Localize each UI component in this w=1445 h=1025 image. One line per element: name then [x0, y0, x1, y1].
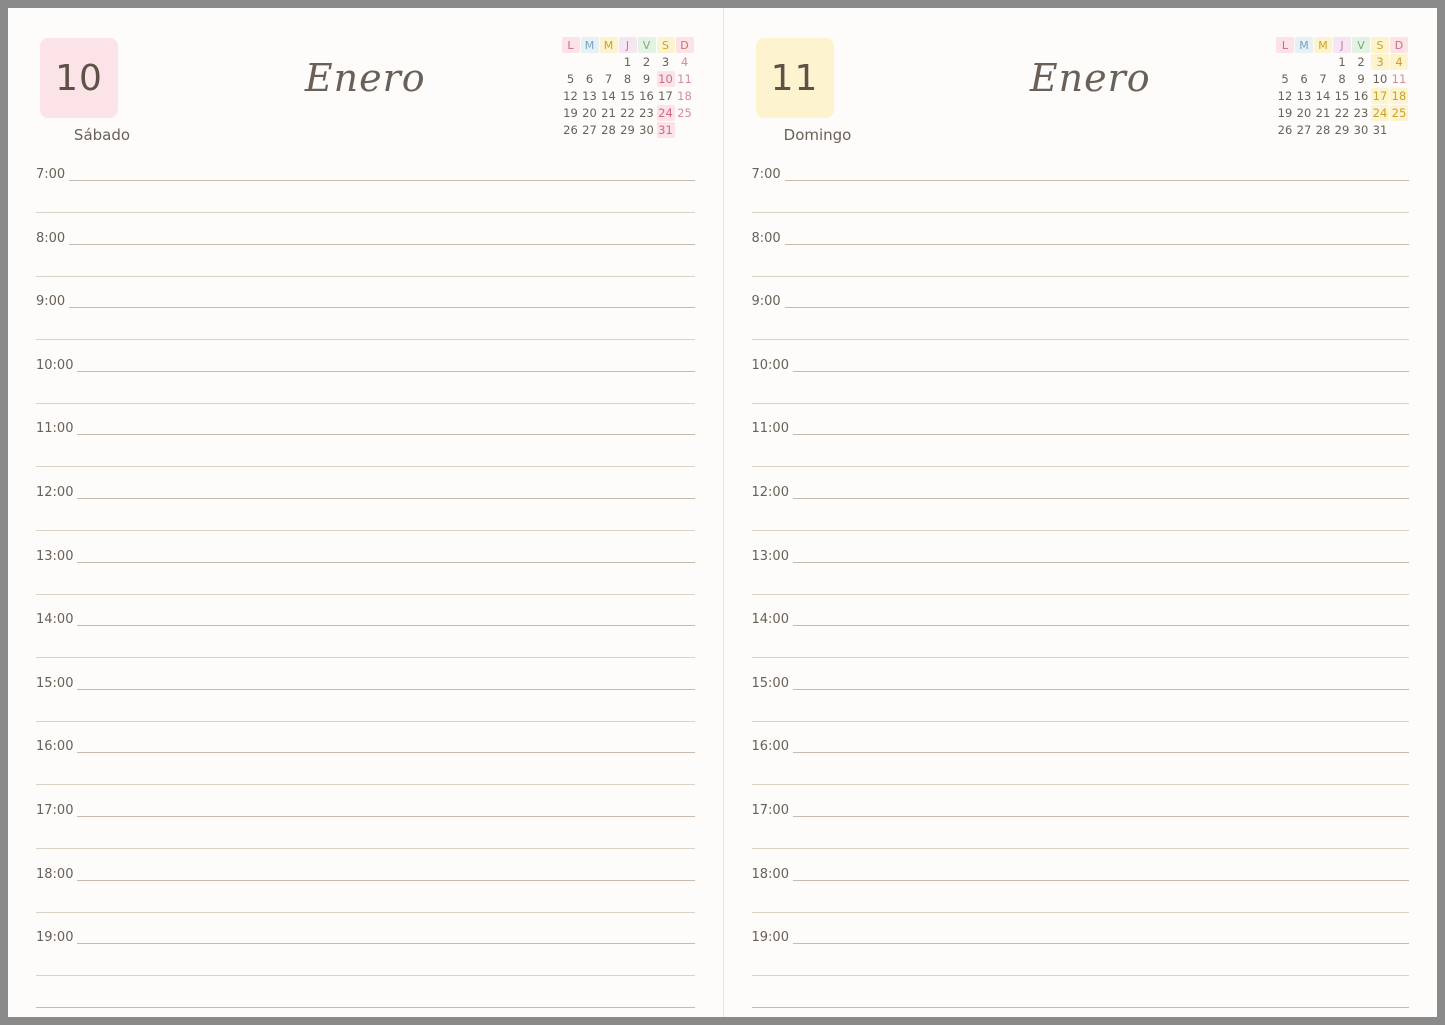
mini-calendar-day-cell[interactable]: 8	[1338, 72, 1346, 86]
hour-block[interactable]	[32, 612, 699, 683]
mini-calendar-day-cell[interactable]: 19	[563, 106, 578, 120]
mini-calendar-day-cell[interactable]: 14	[601, 89, 616, 103]
mini-calendar-day-cell[interactable]: 6	[585, 72, 594, 86]
hour-block[interactable]	[748, 484, 1414, 556]
hour-block[interactable]	[748, 230, 1414, 302]
mini-calendar-day-cell[interactable]: 4	[1390, 54, 1408, 70]
day-number-box-right	[756, 38, 834, 118]
half-hour-line	[36, 276, 695, 277]
hour-block[interactable]	[32, 930, 699, 1001]
hour-label: 14:00	[752, 612, 793, 627]
hour-line	[36, 943, 695, 944]
mini-calendar-day-cell[interactable]: 5	[1281, 72, 1289, 86]
mini-calendar-day-cell[interactable]: 4	[680, 55, 689, 69]
day-number-box-left	[40, 38, 118, 118]
hour-line	[752, 307, 1410, 308]
mini-calendar-day-cell[interactable]: 20	[1296, 106, 1312, 120]
mini-calendar-day-cell[interactable]: 24	[658, 106, 673, 120]
hour-block[interactable]	[32, 484, 699, 556]
hour-block[interactable]	[32, 739, 699, 810]
mini-calendar-day-cell[interactable]: 31	[1372, 123, 1388, 137]
weekday-header: V	[1352, 37, 1370, 53]
hour-label: 8:00	[36, 231, 69, 246]
mini-calendar-day-cell[interactable]: 13	[582, 89, 597, 103]
weekday-header: J	[1333, 37, 1351, 53]
mini-calendar-day-cell[interactable]: 22	[620, 106, 635, 120]
mini-calendar-day-cell[interactable]: 28	[601, 123, 616, 137]
mini-calendar-empty-cell	[1390, 122, 1408, 138]
mini-calendar-day-cell[interactable]: 16	[639, 89, 654, 103]
hour-block[interactable]	[32, 421, 699, 492]
mini-calendar-day-cell[interactable]: 27	[1296, 123, 1312, 137]
hour-label: 18:00	[36, 867, 77, 882]
mini-calendar-day-cell[interactable]: 17	[1372, 89, 1388, 103]
hour-line	[752, 625, 1410, 626]
hour-label: 8:00	[752, 231, 785, 246]
weekday-header: M	[1314, 37, 1332, 53]
mini-calendar-day-cell[interactable]: 10	[1372, 72, 1388, 86]
mini-calendar-day-cell[interactable]: 29	[620, 123, 635, 137]
mini-calendar-right	[1275, 36, 1409, 139]
mini-calendar-day-cell[interactable]: 23	[639, 106, 654, 120]
half-hour-line	[752, 975, 1410, 976]
mini-calendar-day-cell[interactable]: 12	[1277, 89, 1293, 103]
half-hour-line	[36, 403, 695, 404]
hour-block[interactable]	[32, 675, 699, 747]
mini-calendar-day-cell[interactable]: 20	[582, 106, 597, 120]
half-hour-line	[36, 339, 695, 340]
weekday-header: M	[1295, 37, 1313, 53]
half-hour-line	[36, 721, 695, 722]
mini-calendar-header-row	[562, 37, 694, 53]
hour-line	[36, 880, 695, 881]
hour-block[interactable]	[748, 866, 1414, 938]
hour-label: 11:00	[36, 421, 77, 436]
mini-calendar-day-cell[interactable]: 29	[1334, 123, 1350, 137]
hour-label: 18:00	[752, 867, 793, 882]
half-hour-line	[36, 975, 695, 976]
schedule-end-line	[32, 1001, 699, 1011]
mini-calendar-day-cell[interactable]: 9	[642, 72, 651, 86]
mini-calendar-week-row	[562, 122, 694, 138]
hour-label: 15:00	[752, 676, 793, 691]
hour-label: 17:00	[752, 803, 793, 818]
hour-block[interactable]	[748, 675, 1414, 747]
half-hour-line	[36, 594, 695, 595]
hour-block[interactable]	[32, 802, 699, 874]
half-hour-line	[752, 276, 1410, 277]
hour-block[interactable]	[748, 612, 1414, 683]
mini-calendar-week-row	[1276, 54, 1408, 70]
mini-calendar-week-row	[1276, 122, 1408, 138]
mini-calendar-day-cell[interactable]: 15	[1334, 89, 1350, 103]
hour-line	[752, 1007, 1410, 1008]
weekday-header: M	[600, 37, 618, 53]
hour-line	[752, 562, 1410, 563]
mini-calendar-day-cell[interactable]: 18	[1391, 89, 1407, 103]
half-hour-line	[36, 912, 695, 913]
mini-calendar-day-cell[interactable]: 25	[677, 106, 692, 120]
weekday-header: D	[676, 37, 694, 53]
mini-calendar-empty-cell	[1295, 54, 1313, 70]
mini-calendar-week-row	[1276, 71, 1408, 87]
hour-label: 12:00	[36, 485, 77, 500]
hour-line	[36, 371, 695, 372]
hour-block[interactable]	[748, 294, 1414, 365]
half-hour-line	[36, 657, 695, 658]
hour-block[interactable]	[748, 167, 1414, 238]
mini-calendar-day-cell[interactable]: 2	[642, 55, 651, 69]
hour-block[interactable]	[32, 294, 699, 365]
weekday-header: L	[562, 37, 580, 53]
mini-calendar-day-cell[interactable]: 3	[1371, 54, 1389, 70]
mini-calendar-day-cell[interactable]: 16	[1353, 89, 1369, 103]
half-hour-line	[36, 212, 695, 213]
mini-calendar-day-cell[interactable]: 10	[658, 72, 673, 86]
hour-block[interactable]	[748, 739, 1414, 810]
planner-page-left	[8, 8, 723, 1017]
mini-calendar-day-cell[interactable]: 21	[601, 106, 616, 120]
hour-line	[752, 689, 1410, 690]
day-name-left: Sábado	[73, 126, 131, 144]
mini-calendar-day-cell[interactable]: 25	[1391, 106, 1407, 120]
schedule-right	[748, 167, 1414, 1011]
weekday-header: S	[657, 37, 675, 53]
half-hour-line	[36, 848, 695, 849]
hour-line	[752, 244, 1410, 245]
weekday-header: L	[1276, 37, 1294, 53]
mini-calendar-week-row	[562, 105, 694, 121]
hour-line	[752, 816, 1410, 817]
hour-line	[36, 625, 695, 626]
hour-label: 7:00	[752, 167, 785, 182]
hour-label: 17:00	[36, 803, 77, 818]
mini-calendar-week-row	[1276, 88, 1408, 104]
hour-block[interactable]	[32, 230, 699, 302]
hour-line	[36, 1007, 695, 1008]
hour-block[interactable]	[32, 548, 699, 620]
weekday-header: D	[1390, 37, 1408, 53]
mini-calendar-day-cell[interactable]: 26	[1277, 123, 1293, 137]
planner-page-right	[723, 8, 1438, 1017]
hour-block[interactable]	[32, 866, 699, 938]
hour-label: 13:00	[36, 549, 77, 564]
hour-label: 11:00	[752, 421, 793, 436]
mini-calendar-day-cell[interactable]: 13	[1296, 89, 1312, 103]
mini-calendar-day-cell[interactable]: 30	[639, 123, 654, 137]
hour-block[interactable]	[748, 802, 1414, 874]
hour-line	[36, 307, 695, 308]
half-hour-line	[36, 530, 695, 531]
hour-label: 7:00	[36, 167, 69, 182]
half-hour-line	[752, 784, 1410, 785]
half-hour-line	[752, 594, 1410, 595]
hour-line	[36, 816, 695, 817]
hour-block[interactable]	[32, 167, 699, 238]
mini-calendar-day-cell[interactable]: 7	[1319, 72, 1327, 86]
mini-calendar-day-cell[interactable]: 9	[1357, 72, 1365, 86]
mini-calendar-day-cell[interactable]: 31	[658, 123, 673, 137]
weekday-header: V	[638, 37, 656, 53]
mini-calendar-day-cell[interactable]: 19	[1277, 106, 1293, 120]
mini-calendar-day-cell[interactable]: 2	[1357, 55, 1365, 69]
hour-label: 15:00	[36, 676, 77, 691]
page-header-right	[748, 8, 1414, 160]
half-hour-line	[752, 339, 1410, 340]
hour-label: 14:00	[36, 612, 77, 627]
hour-line	[752, 498, 1410, 499]
mini-calendar-day-cell[interactable]: 5	[566, 72, 575, 86]
mini-calendar-week-row	[562, 54, 694, 70]
half-hour-line	[752, 657, 1410, 658]
half-hour-line	[36, 466, 695, 467]
half-hour-line	[752, 212, 1410, 213]
month-title-left: Enero	[304, 56, 426, 100]
half-hour-line	[752, 912, 1410, 913]
day-number-left: 10	[55, 57, 103, 99]
mini-calendar-body-right	[1276, 54, 1408, 138]
hour-label: 10:00	[752, 358, 793, 373]
hour-line	[36, 180, 695, 181]
mini-calendar-day-cell[interactable]: 15	[620, 89, 635, 103]
day-name-right: Domingo	[783, 126, 852, 144]
hour-label: 9:00	[752, 294, 785, 309]
mini-calendar-empty-cell	[581, 54, 599, 70]
weekday-header: M	[581, 37, 599, 53]
day-number-right: 11	[770, 57, 819, 99]
hour-label: 19:00	[752, 930, 793, 945]
hour-line	[36, 752, 695, 753]
mini-calendar-empty-cell	[1276, 54, 1294, 70]
half-hour-line	[752, 530, 1410, 531]
hour-label: 16:00	[752, 739, 793, 754]
schedule-end-line	[748, 1001, 1414, 1011]
schedule-left	[32, 167, 699, 1011]
mini-calendar-week-row	[562, 88, 694, 104]
mini-calendar-day-cell[interactable]: 1	[623, 55, 632, 69]
mini-calendar-day-cell[interactable]: 18	[677, 89, 692, 103]
mini-calendar-day-cell[interactable]: 23	[1353, 106, 1369, 120]
hour-label: 9:00	[36, 294, 69, 309]
mini-calendar-day-cell[interactable]: 30	[1353, 123, 1369, 137]
mini-calendar-header-row	[1276, 37, 1408, 53]
hour-line	[752, 180, 1410, 181]
hour-block[interactable]	[748, 357, 1414, 429]
mini-calendar-day-cell[interactable]: 7	[604, 72, 613, 86]
half-hour-line	[752, 721, 1410, 722]
hour-line	[752, 943, 1410, 944]
half-hour-line	[752, 403, 1410, 404]
hour-label: 19:00	[36, 930, 77, 945]
hour-label: 13:00	[752, 549, 793, 564]
mini-calendar-week-row	[562, 71, 694, 87]
mini-calendar-day-cell[interactable]: 27	[582, 123, 597, 137]
mini-calendar-empty-cell	[1314, 54, 1332, 70]
mini-calendar-day-cell[interactable]: 14	[1315, 89, 1331, 103]
hour-line	[36, 689, 695, 690]
half-hour-line	[752, 466, 1410, 467]
weekday-header: S	[1371, 37, 1389, 53]
hour-line	[752, 880, 1410, 881]
page-header-left	[32, 8, 699, 160]
planner-spread	[8, 8, 1437, 1017]
mini-calendar-day-cell[interactable]: 24	[1372, 106, 1388, 120]
mini-calendar-day-cell[interactable]: 26	[563, 123, 578, 137]
hour-block[interactable]	[748, 930, 1414, 1001]
hour-line	[752, 752, 1410, 753]
hour-line	[36, 498, 695, 499]
mini-calendar-day-cell[interactable]: 17	[658, 89, 673, 103]
half-hour-line	[36, 784, 695, 785]
hour-line	[752, 434, 1410, 435]
hour-line	[752, 371, 1410, 372]
mini-calendar-day-cell[interactable]: 28	[1315, 123, 1331, 137]
hour-line	[36, 562, 695, 563]
hour-line	[36, 434, 695, 435]
mini-calendar-day-cell[interactable]: 1	[1338, 55, 1346, 69]
mini-calendar-empty-cell	[676, 122, 694, 138]
hour-label: 10:00	[36, 358, 77, 373]
hour-label: 16:00	[36, 739, 77, 754]
mini-calendar-left	[561, 36, 695, 139]
month-title-right: Enero	[1029, 56, 1151, 100]
mini-calendar-day-cell[interactable]: 12	[563, 89, 578, 103]
hour-block[interactable]	[748, 548, 1414, 620]
half-hour-line	[752, 848, 1410, 849]
mini-calendar-day-cell[interactable]: 3	[661, 55, 670, 69]
mini-calendar-day-cell[interactable]: 11	[1391, 72, 1407, 86]
mini-calendar-empty-cell	[562, 54, 580, 70]
hour-block[interactable]	[32, 357, 699, 429]
mini-calendar-body-left	[562, 54, 694, 138]
mini-calendar-empty-cell	[600, 54, 618, 70]
hour-block[interactable]	[748, 421, 1414, 492]
mini-calendar-week-row	[1276, 105, 1408, 121]
mini-calendar-day-cell[interactable]: 6	[1300, 72, 1308, 86]
mini-calendar-day-cell[interactable]: 11	[677, 72, 692, 86]
hour-label: 12:00	[752, 485, 793, 500]
mini-calendar-day-cell[interactable]: 8	[623, 72, 632, 86]
mini-calendar-day-cell[interactable]: 21	[1315, 106, 1331, 120]
hour-line	[36, 244, 695, 245]
mini-calendar-day-cell[interactable]: 22	[1334, 106, 1350, 120]
weekday-header: J	[619, 37, 637, 53]
